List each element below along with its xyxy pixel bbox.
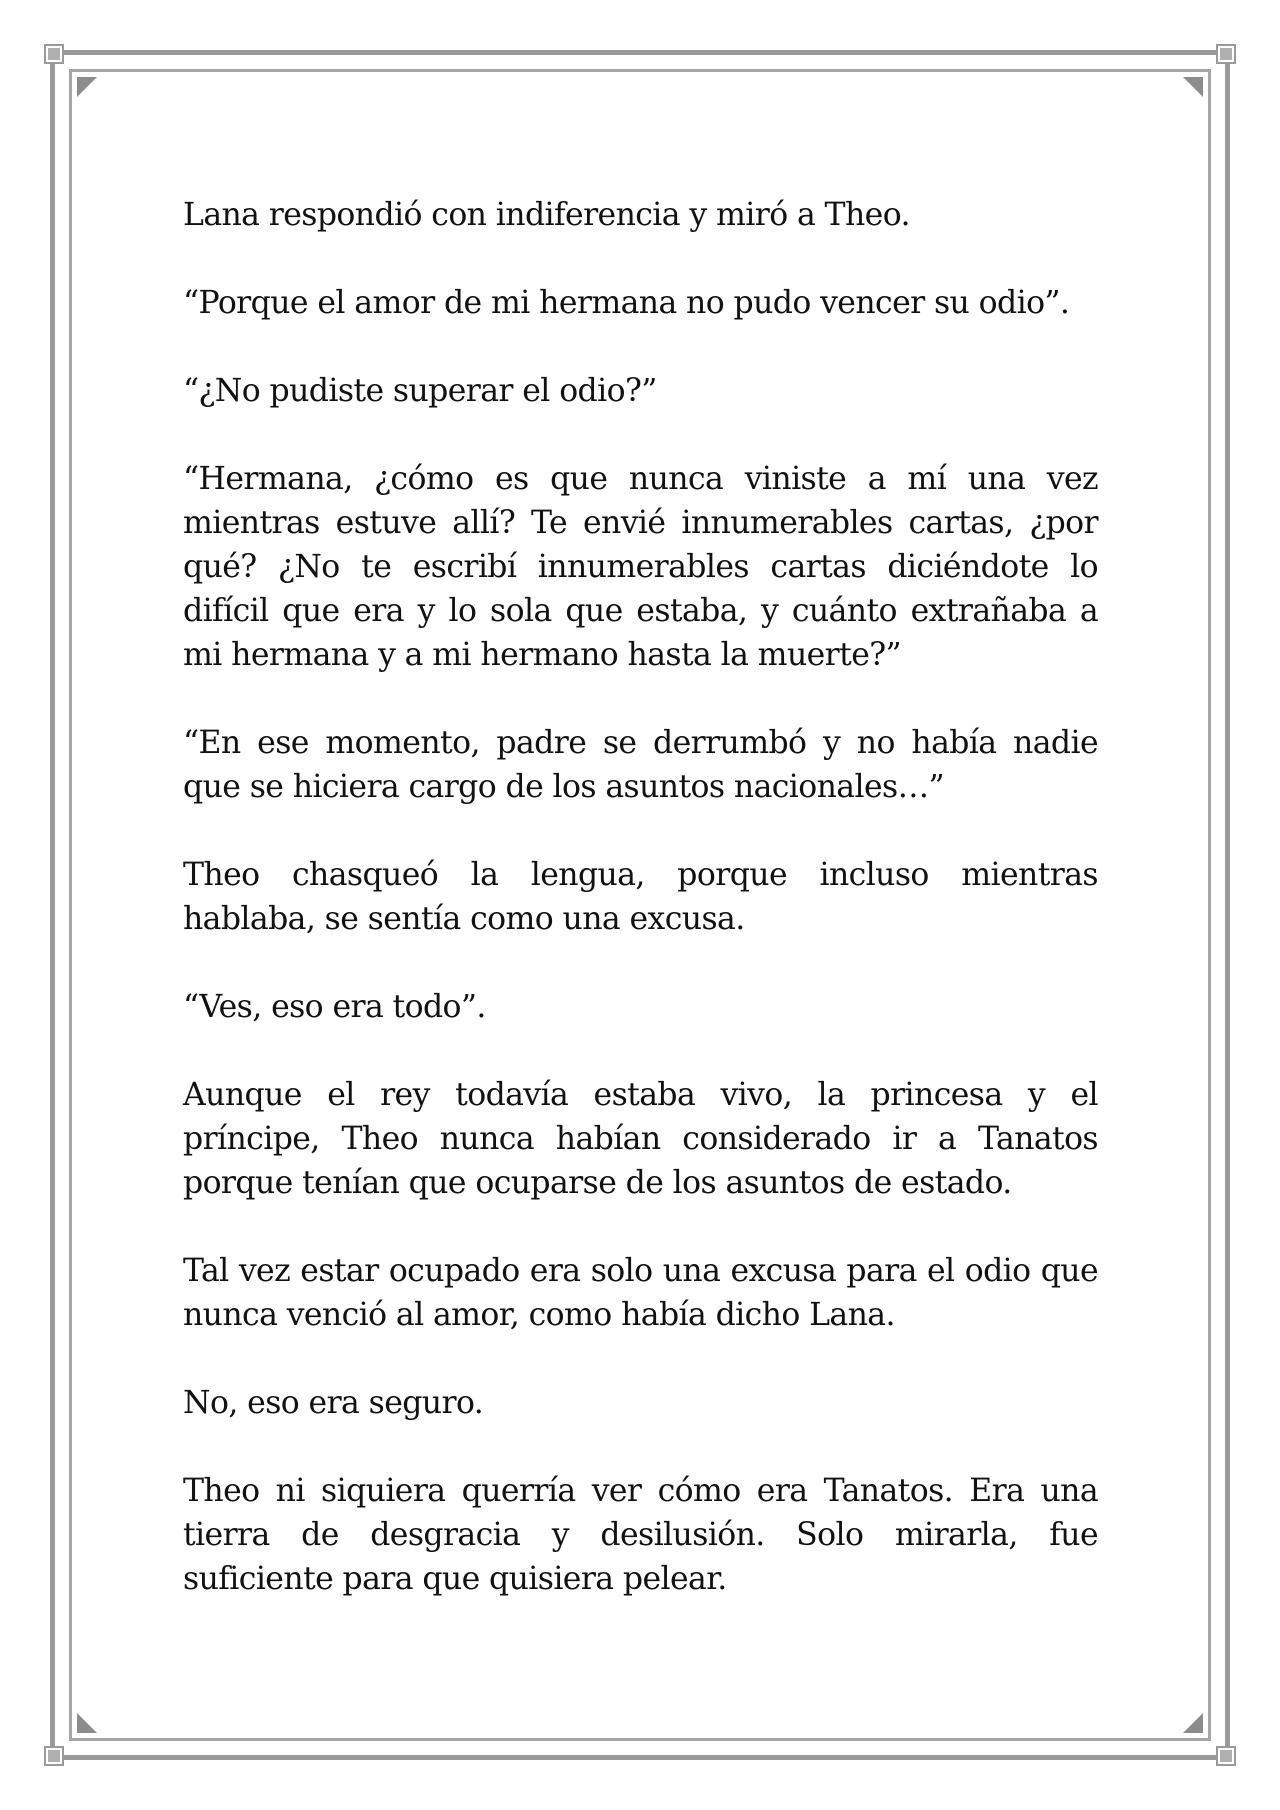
paragraph-10: No, eso era seguro. — [183, 1385, 484, 1421]
paragraph-2: “Porque el amor de mi hermana no pudo vencer su odio”. — [183, 285, 1070, 321]
corner-square-top-left — [46, 46, 62, 62]
paragraph-8: Aunque el rey todavía estaba vivo, la princesa y el príncipe, Theo nunca habían considerado ir a Tanatos porque tenían que ocuparse de los asuntos de estado. — [183, 1077, 1098, 1201]
corner-square-bottom-left — [46, 1748, 62, 1764]
paragraph-3: “¿No pudiste superar el odio?” — [183, 373, 657, 409]
corner-ornament-top-left — [77, 77, 97, 97]
paragraph-6: Theo chasqueó la lengua, porque incluso mientras hablaba, se sentía como una excusa. — [183, 857, 1098, 937]
paragraph-9: Tal vez estar ocupado era solo una excusa para el odio que nunca venció al amor, como había dicho Lana. — [183, 1253, 1098, 1333]
corner-ornament-bottom-right — [1183, 1713, 1203, 1733]
document-body — [183, 193, 1098, 1645]
paragraph-7: “Ves, eso era todo”. — [183, 989, 486, 1025]
paragraph-11: Theo ni siquiera querría ver cómo era Tanatos. Era una tierra de desgracia y desilusión. Solo mirarla, fue suficiente para que quisiera pelear. — [183, 1473, 1098, 1597]
corner-ornament-bottom-left — [77, 1713, 97, 1733]
corner-ornament-top-right — [1183, 77, 1203, 97]
corner-square-bottom-right — [1218, 1748, 1234, 1764]
paragraph-5: “En ese momento, padre se derrumbó y no había nadie que se hiciera cargo de los asuntos nacionales…” — [183, 725, 1098, 805]
paragraph-4: “Hermana, ¿cómo es que nunca viniste a mí una vez mientras estuve allí? Te envié innumerables cartas, ¿por qué? ¿No te escribí innumerables cartas diciéndote lo difícil que era y lo sola que estaba, y cuánto extrañaba a mi hermana y a mi hermano hasta la muerte?” — [183, 461, 1098, 673]
corner-square-top-right — [1218, 46, 1234, 62]
paragraph-1: Lana respondió con indiferencia y miró a Theo. — [183, 197, 910, 233]
